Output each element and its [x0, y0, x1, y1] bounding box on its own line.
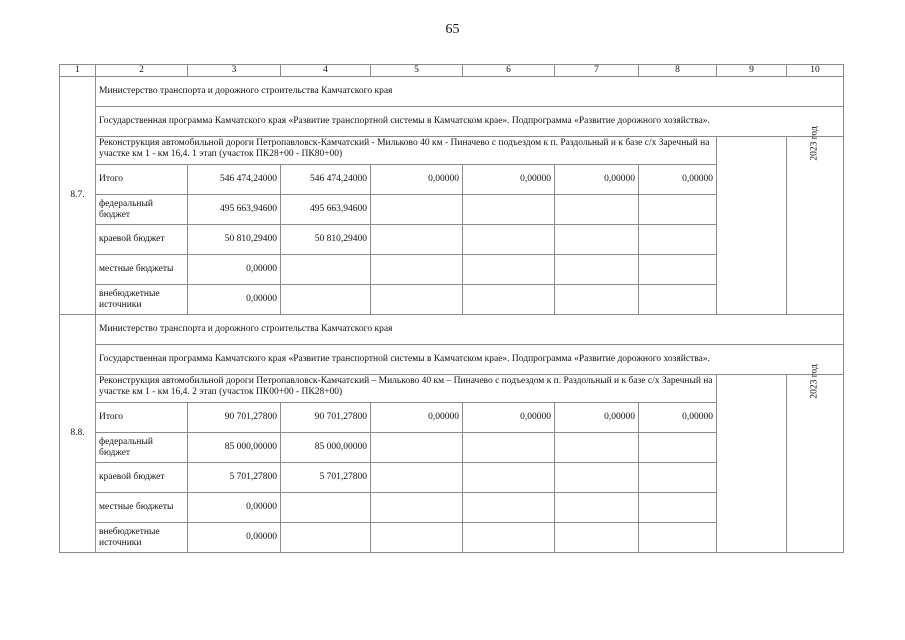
value-cell	[639, 433, 717, 463]
value-cell	[371, 433, 463, 463]
value-cell	[639, 523, 717, 553]
value-cell	[281, 523, 371, 553]
value-cell	[555, 523, 639, 553]
value-cell: 50 810,29400	[188, 225, 281, 255]
value-cell: 0,00000	[188, 285, 281, 315]
row-label: местные бюджеты	[96, 493, 188, 523]
value-cell	[555, 493, 639, 523]
row-label: краевой бюджет	[96, 225, 188, 255]
ministry-name: Министерство транспорта и дорожного строительства Камчатского края	[96, 315, 844, 345]
row-label: федеральный бюджет	[96, 433, 188, 463]
col-num: 2	[96, 65, 188, 77]
value-cell: 0,00000	[463, 165, 555, 195]
col-num: 9	[717, 65, 787, 77]
value-cell: 90 701,27800	[188, 403, 281, 433]
program-row	[60, 107, 844, 137]
row-label: краевой бюджет	[96, 463, 188, 493]
col-num: 4	[281, 65, 371, 77]
row-label: федеральный бюджет	[96, 195, 188, 225]
value-cell	[639, 463, 717, 493]
value-cell: 0,00000	[555, 403, 639, 433]
value-cell	[281, 493, 371, 523]
row-label: внебюджетные источники	[96, 285, 188, 315]
row-label: Итого	[96, 165, 188, 195]
value-cell	[371, 255, 463, 285]
value-cell	[463, 285, 555, 315]
value-cell	[463, 195, 555, 225]
value-cell	[281, 255, 371, 285]
value-cell: 0,00000	[463, 403, 555, 433]
value-cell: 0,00000	[188, 255, 281, 285]
value-cell: 5 701,27800	[188, 463, 281, 493]
col-num: 8	[639, 65, 717, 77]
value-cell: 546 474,24000	[188, 165, 281, 195]
project-row	[60, 137, 844, 165]
value-cell: 0,00000	[639, 165, 717, 195]
value-cell	[555, 225, 639, 255]
row-label: Итого	[96, 403, 188, 433]
program-name: Государственная программа Камчатского края «Развитие транспортной системы в Камчатском крае». Подпрограмма «Развитие дорожного хозяйства».	[96, 107, 844, 137]
value-cell: 495 663,94600	[281, 195, 371, 225]
project-name: Реконструкция автомобильной дороги Петропавловск-Камчатский – Мильково 40 км – Пиначево с подъездом к п. Раздольный и к базе с/х Заречный на участке км 1 - км 16,4. 2 этап (участок ПК00+00 - ПК28+00)	[96, 375, 717, 403]
value-cell: 0,00000	[188, 523, 281, 553]
ministry-row	[60, 77, 844, 107]
value-cell: 85 000,00000	[281, 433, 371, 463]
budget-table	[59, 64, 844, 553]
col-num: 1	[60, 65, 96, 77]
project-row	[60, 375, 844, 403]
value-cell: 90 701,27800	[281, 403, 371, 433]
value-cell	[371, 463, 463, 493]
year-label: 2023 год	[809, 126, 820, 161]
value-cell: 85 000,00000	[188, 433, 281, 463]
col-num: 5	[371, 65, 463, 77]
row-label: местные бюджеты	[96, 255, 188, 285]
page-number: 65	[445, 22, 460, 37]
value-cell	[639, 225, 717, 255]
value-cell: 0,00000	[639, 403, 717, 433]
value-cell: 0,00000	[371, 403, 463, 433]
value-cell	[555, 463, 639, 493]
value-cell: 546 474,24000	[281, 165, 371, 195]
ministry-name: Министерство транспорта и дорожного строительства Камчатского края	[96, 77, 844, 107]
section-number: 8.8.	[60, 315, 96, 553]
value-cell	[463, 433, 555, 463]
value-cell: 0,00000	[371, 165, 463, 195]
value-cell	[371, 523, 463, 553]
col9-empty	[717, 375, 787, 553]
project-name: Реконструкция автомобильной дороги Петропавловск-Камчатский - Мильково 40 км - Пиначево с подъездом к п. Раздольный и к базе с/х Заречный на участке км 1 - км 16,4. 1 этап (участок ПК28+00 - ПК80+00)	[96, 137, 717, 165]
year-cell	[787, 126, 844, 315]
value-cell	[639, 255, 717, 285]
value-cell: 50 810,29400	[281, 225, 371, 255]
value-cell: 495 663,94600	[188, 195, 281, 225]
value-cell	[371, 225, 463, 255]
value-cell	[371, 493, 463, 523]
value-cell	[463, 463, 555, 493]
value-cell: 5 701,27800	[281, 463, 371, 493]
program-row	[60, 345, 844, 375]
row-label: внебюджетные источники	[96, 523, 188, 553]
column-number-row	[60, 65, 844, 77]
col-num: 6	[463, 65, 555, 77]
value-cell	[463, 493, 555, 523]
value-cell	[639, 195, 717, 225]
value-cell: 0,00000	[188, 493, 281, 523]
value-cell	[639, 285, 717, 315]
col9-empty	[717, 137, 787, 315]
program-name: Государственная программа Камчатского края «Развитие транспортной системы в Камчатском крае». Подпрограмма «Развитие дорожного хозяйства».	[96, 345, 844, 375]
value-cell	[463, 225, 555, 255]
value-cell: 0,00000	[555, 165, 639, 195]
col-num: 10	[787, 65, 844, 77]
value-cell	[639, 493, 717, 523]
year-cell	[787, 364, 844, 553]
value-cell	[555, 195, 639, 225]
value-cell	[463, 255, 555, 285]
value-cell	[371, 285, 463, 315]
col-num: 7	[555, 65, 639, 77]
section-number: 8.7.	[60, 77, 96, 315]
value-cell	[371, 195, 463, 225]
value-cell	[555, 285, 639, 315]
value-cell	[281, 285, 371, 315]
value-cell	[463, 523, 555, 553]
ministry-row	[60, 315, 844, 345]
col-num: 3	[188, 65, 281, 77]
value-cell	[555, 433, 639, 463]
year-label: 2023 год	[809, 364, 820, 399]
value-cell	[555, 255, 639, 285]
